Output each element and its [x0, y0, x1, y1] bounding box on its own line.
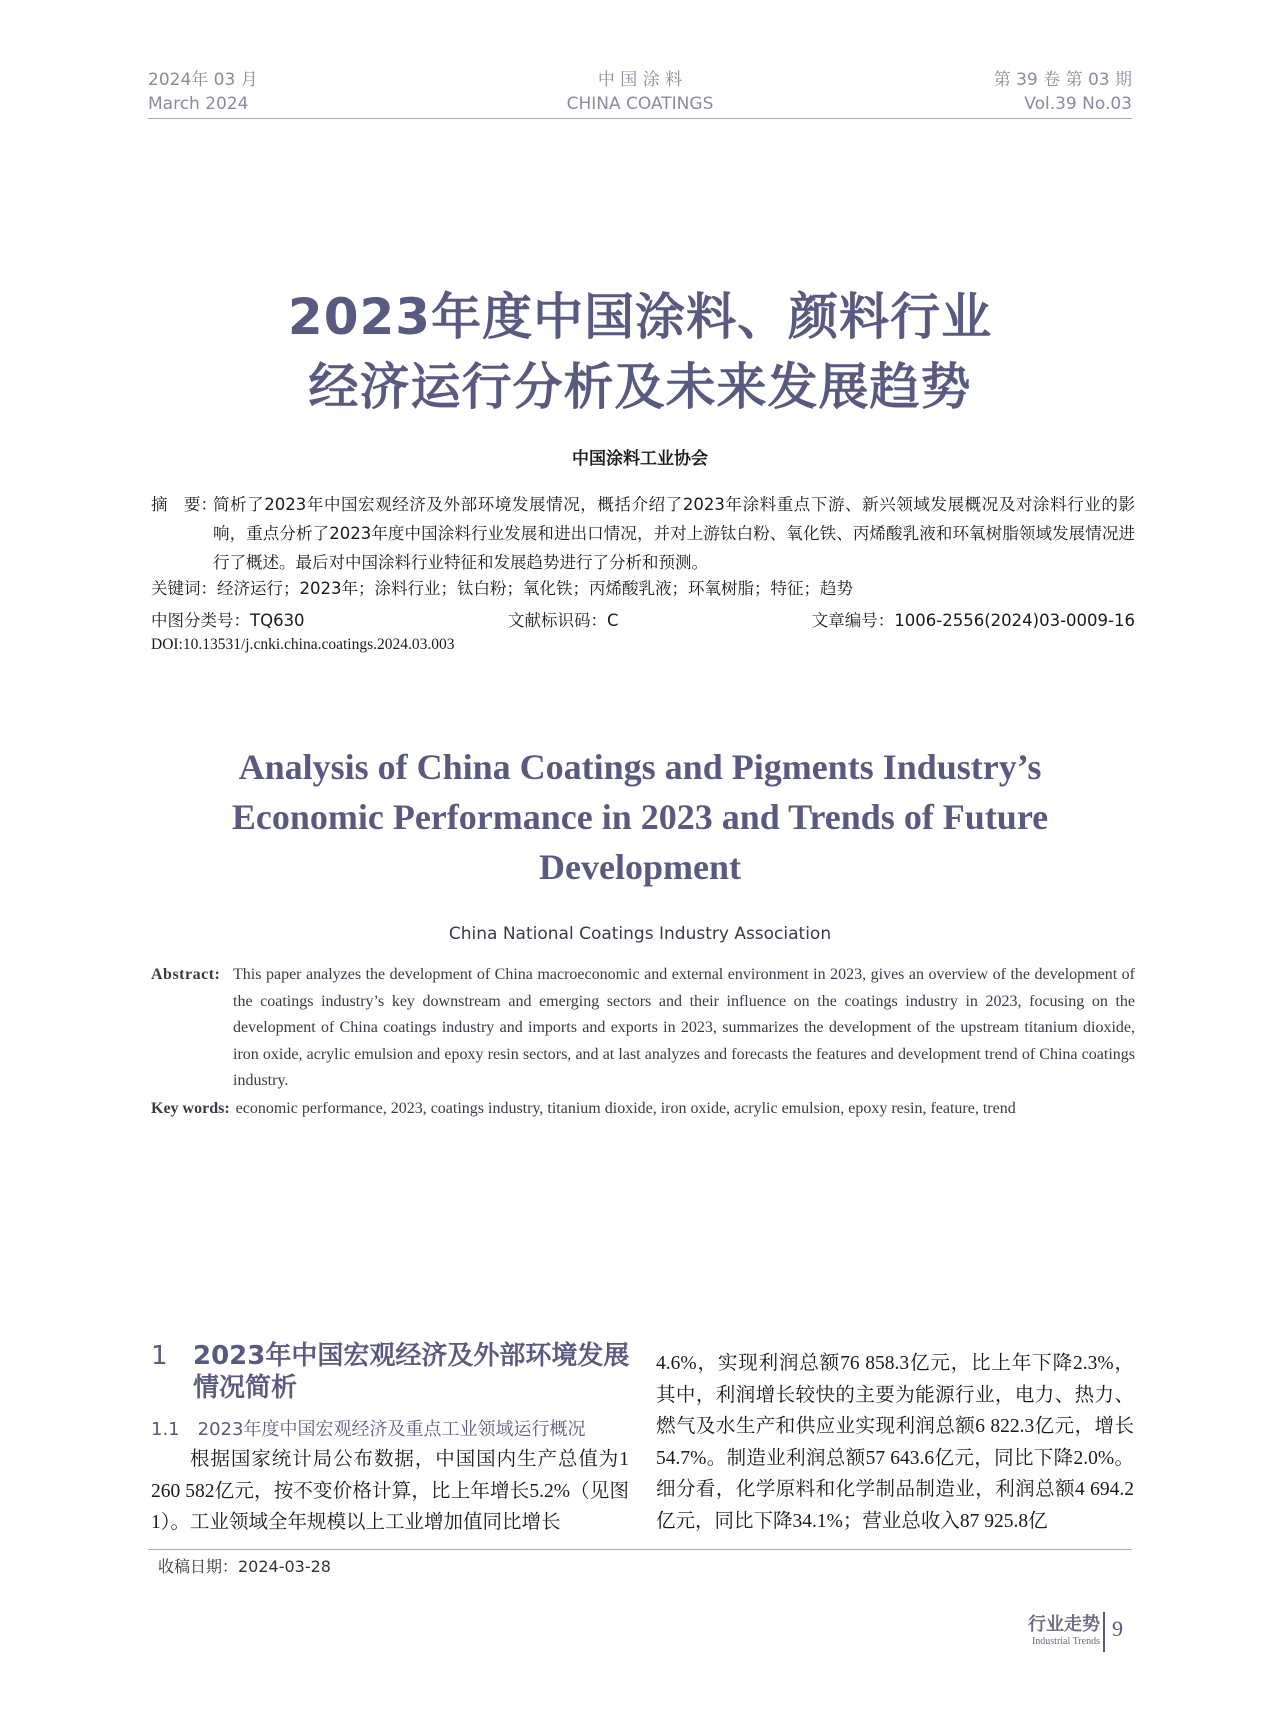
page-number: 9	[1112, 1616, 1123, 1641]
en-keywords-text: economic performance, 2023, coatings industry, titanium dioxide, iron oxide, acrylic emulsion, epoxy resin, feature, trend	[235, 1100, 1016, 1117]
en-title-line3: Development	[539, 847, 741, 887]
cn-title-line2: 经济运行分析及未来发展趋势	[308, 358, 972, 416]
header-rule	[148, 118, 1132, 119]
article-number: 文章编号：1006-2556(2024)03-0009-16	[811, 611, 1135, 630]
en-title-line2: Economic Performance in 2023 and Trends of Future	[231, 797, 1049, 837]
en-abstract	[151, 962, 1135, 1095]
en-abstract-label: Abstract:	[151, 966, 221, 983]
header-volume-en: Vol.39 No.03	[1024, 94, 1132, 114]
body-paragraph-2: 4.6%，实现利润总额76 858.3亿元，比上年下降2.3%，其中，利润增长较快的主要为能源行业，电力、热力、燃气及水生产和供应业实现利润总额6 822.3亿元，增长54.7%。制造业利润总额57 643.6亿元，同比下降2.0%。细分看，化学原料和化学制品制造业，利润总额4 694.2亿元，同比下降34.1%；营业总收入87 925.8亿	[656, 1353, 1134, 1532]
en-keywords	[151, 1096, 1135, 1122]
body-column-right	[656, 1348, 1134, 1537]
section-1-1-title: 2023年度中国宏观经济及重点工业领域运行概况	[197, 1419, 586, 1440]
en-author: China National Coatings Industry Association	[448, 924, 832, 944]
cn-keywords-text: 经济运行；2023年；涂料行业；钛白粉；氧化铁；丙烯酸乳液；环氧树脂；特征；趋势	[217, 579, 853, 598]
page-number-bar	[1103, 1612, 1105, 1652]
section-1-heading	[151, 1340, 631, 1404]
cn-author: 中国涂料工业协会	[572, 449, 708, 469]
cn-keywords	[151, 574, 853, 603]
section-label-en: Industrial Trends	[1031, 1636, 1100, 1647]
cn-abstract-text: 简析了2023年中国宏观经济及外部环境发展情况，概括介绍了2023年涂料重点下游、新兴领域发展概况及对涂料行业的影响，重点分析了2023年度中国涂料行业发展和进出口情况，并对上游钛白粉、氧化铁、丙烯酸乳液和环氧树脂领域发展情况进行了概述。最后对中国涂料行业特征和发展趋势进行了分析和预测。	[213, 495, 1135, 572]
header-journal-cn: 中 国 涂 料	[597, 70, 683, 90]
body-paragraph-1: 根据国家统计局公布数据，中国国内生产总值为1 260 582亿元，按不变价格计算，比上年增长5.2%（见图1）。工业领域全年规模以上工业增加值同比增长	[151, 1449, 629, 1533]
en-title-line1: Analysis of China Coatings and Pigments Industry’s	[238, 747, 1042, 787]
header-volume	[994, 68, 1132, 116]
cn-title-line1: 2023年度中国涂料、颜料行业	[287, 288, 993, 346]
cn-keywords-label: 关键词：	[151, 579, 217, 598]
section-1-title: 2023年中国宏观经济及外部环境发展情况简析	[193, 1341, 630, 1403]
body-column-left	[151, 1444, 629, 1539]
section-label-cn: 行业走势	[1028, 1614, 1100, 1635]
footnote-rule	[148, 1549, 1132, 1550]
cn-abstract-label: 摘 要：	[151, 495, 217, 514]
clc-number: 中图分类号：TQ630	[151, 611, 305, 630]
section-1-1-heading	[151, 1416, 585, 1444]
en-abstract-text: This paper analyzes the development of China macroeconomic and external environment in 2023, gives an overview of the development of the coatings industry’s key downstream and emerging sectors and their influence on the coatings industry in 2023, focusing on the development of China coatings industry and imports and exports in 2023, summarizes the development of the upstream titanium dioxide, iron oxide, acrylic emulsion and epoxy resin sectors, and at last analyzes and forecasts the features and development trend of China coatings industry.	[233, 966, 1135, 1089]
header-volume-cn: 第 39 卷 第 03 期	[993, 70, 1132, 90]
header-date-cn: 2024年 03 月	[148, 70, 258, 90]
header-journal-en: CHINA COATINGS	[566, 94, 714, 114]
header-date-en: March 2024	[148, 94, 249, 114]
section-1-number: 1	[151, 1341, 168, 1371]
received-date: 收稿日期：2024-03-28	[158, 1557, 331, 1576]
en-keywords-label: Key words:	[151, 1100, 230, 1117]
document-code: 文献标识码：C	[508, 611, 619, 630]
cn-abstract	[151, 490, 1135, 577]
en-title	[0, 742, 1280, 892]
section-1-1-number: 1.1	[151, 1419, 180, 1440]
section-label	[1000, 1614, 1100, 1648]
cn-title	[0, 282, 1280, 422]
doi[interactable]: DOI:10.13531/j.cnki.china.coatings.2024.03.003	[151, 636, 455, 653]
